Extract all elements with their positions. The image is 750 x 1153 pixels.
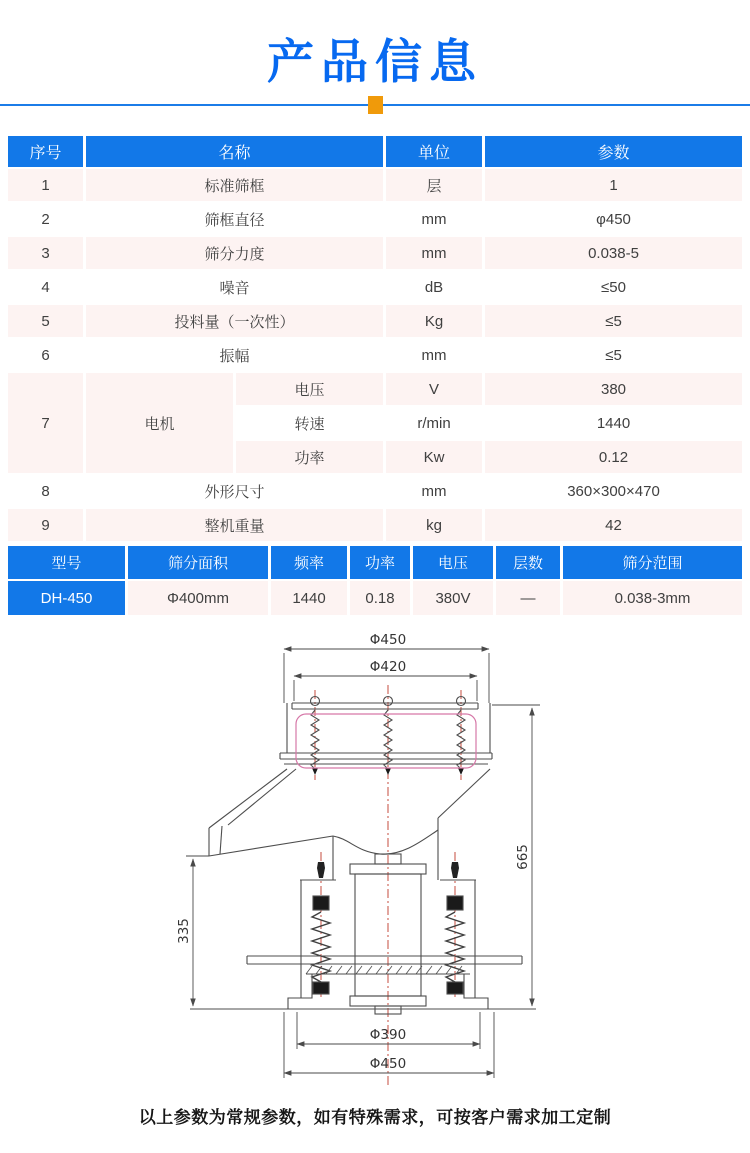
cell-no: 3 bbox=[8, 237, 83, 269]
cell-name: 振幅 bbox=[86, 339, 383, 371]
cell-unit: mm bbox=[386, 339, 482, 371]
spec-header-row bbox=[8, 136, 742, 167]
spec-row-2 bbox=[8, 203, 742, 235]
cell-no: 7 bbox=[8, 373, 83, 473]
cell-volt: 380V bbox=[413, 581, 493, 615]
cell-value: 1 bbox=[485, 169, 742, 201]
cell-value: 360×300×470 bbox=[485, 475, 742, 507]
col-header-no: 序号 bbox=[8, 136, 83, 167]
cell-range: 0.038-3mm bbox=[563, 581, 742, 615]
col-header-model: 型号 bbox=[8, 546, 125, 579]
cell-name: 投料量（一次性） bbox=[86, 305, 383, 337]
col-header-layers: 层数 bbox=[496, 546, 560, 579]
cell-name: 筛分力度 bbox=[86, 237, 383, 269]
footer-note: 以上参数为常规参数，如有特殊需求，可按客户需求加工定制 bbox=[138, 1108, 612, 1128]
spec-row-8 bbox=[8, 475, 742, 507]
cell-motor-name: 电机 bbox=[86, 373, 233, 473]
cell-value: 380 bbox=[485, 373, 742, 405]
spec-row-3 bbox=[8, 237, 742, 269]
cell-value: φ450 bbox=[485, 203, 742, 235]
cell-unit: mm bbox=[386, 203, 482, 235]
sieve-machine-outline bbox=[190, 697, 536, 1015]
dim-label-bottom-390: Φ390 bbox=[369, 1027, 407, 1044]
cell-name: 外形尺寸 bbox=[86, 475, 383, 507]
cell-value: 42 bbox=[485, 509, 742, 541]
cell-name: 整机重量 bbox=[86, 509, 383, 541]
cell-area: Φ400mm bbox=[128, 581, 268, 615]
cell-value: 1440 bbox=[485, 407, 742, 439]
col-header-range: 筛分范围 bbox=[563, 546, 742, 579]
cell-value: 0.12 bbox=[485, 441, 742, 473]
cell-unit: Kw bbox=[386, 441, 482, 473]
cell-no: 4 bbox=[8, 271, 83, 303]
col-header-area: 筛分面积 bbox=[128, 546, 268, 579]
cell-unit: 层 bbox=[386, 169, 482, 201]
cell-no: 9 bbox=[8, 509, 83, 541]
cell-unit: kg bbox=[386, 509, 482, 541]
cell-no: 2 bbox=[8, 203, 83, 235]
dim-label-left-335: 335 bbox=[176, 918, 192, 944]
cell-no: 8 bbox=[8, 475, 83, 507]
cell-sub-name: 转速 bbox=[236, 407, 383, 439]
center-axis-lines bbox=[315, 685, 461, 1086]
dim-label-right-665: 665 bbox=[515, 844, 531, 870]
cell-name: 筛框直径 bbox=[86, 203, 383, 235]
cell-unit: Kg bbox=[386, 305, 482, 337]
technical-drawing bbox=[0, 628, 750, 1090]
cell-value: ≤5 bbox=[485, 305, 742, 337]
cell-no: 5 bbox=[8, 305, 83, 337]
cell-name: 标准筛框 bbox=[86, 169, 383, 201]
technical-drawing-container bbox=[0, 628, 750, 1095]
spec-row-1 bbox=[8, 169, 742, 201]
spec-row-6 bbox=[8, 339, 742, 371]
cell-no: 1 bbox=[8, 169, 83, 201]
model-header-row bbox=[8, 546, 742, 579]
cell-sub-name: 功率 bbox=[236, 441, 383, 473]
cell-freq: 1440 bbox=[271, 581, 347, 615]
col-header-name: 名称 bbox=[86, 136, 383, 167]
spec-row-5 bbox=[8, 305, 742, 337]
cell-power: 0.18 bbox=[350, 581, 410, 615]
cell-unit: mm bbox=[386, 475, 482, 507]
cell-unit: r/min bbox=[386, 407, 482, 439]
title-divider bbox=[0, 96, 750, 114]
cell-value: 0.038-5 bbox=[485, 237, 742, 269]
cell-layers: — bbox=[496, 581, 560, 615]
col-header-param: 参数 bbox=[485, 136, 742, 167]
spec-row-9 bbox=[8, 509, 742, 541]
cell-unit: mm bbox=[386, 237, 482, 269]
cell-value: ≤50 bbox=[485, 271, 742, 303]
model-data-row bbox=[8, 581, 742, 615]
cell-value: ≤5 bbox=[485, 339, 742, 371]
spec-row-4 bbox=[8, 271, 742, 303]
dim-label-top-450: Φ450 bbox=[369, 632, 407, 649]
cell-no: 6 bbox=[8, 339, 83, 371]
cell-name: 噪音 bbox=[86, 271, 383, 303]
screen-mesh-outline bbox=[296, 714, 476, 768]
col-header-unit: 单位 bbox=[386, 136, 482, 167]
dim-label-top-420: Φ420 bbox=[369, 659, 407, 676]
divider-orange-square-icon bbox=[368, 96, 383, 114]
spec-table bbox=[5, 134, 745, 543]
cell-model: DH-450 bbox=[8, 581, 125, 615]
col-header-volt: 电压 bbox=[413, 546, 493, 579]
col-header-power: 功率 bbox=[350, 546, 410, 579]
cell-sub-name: 电压 bbox=[236, 373, 383, 405]
page-title: 产品信息 bbox=[267, 35, 483, 88]
dim-label-bottom-450: Φ450 bbox=[369, 1056, 407, 1073]
col-header-freq: 频率 bbox=[271, 546, 347, 579]
cell-unit: dB bbox=[386, 271, 482, 303]
spec-row-7-voltage bbox=[8, 373, 742, 405]
cell-unit: V bbox=[386, 373, 482, 405]
model-table bbox=[5, 544, 745, 617]
